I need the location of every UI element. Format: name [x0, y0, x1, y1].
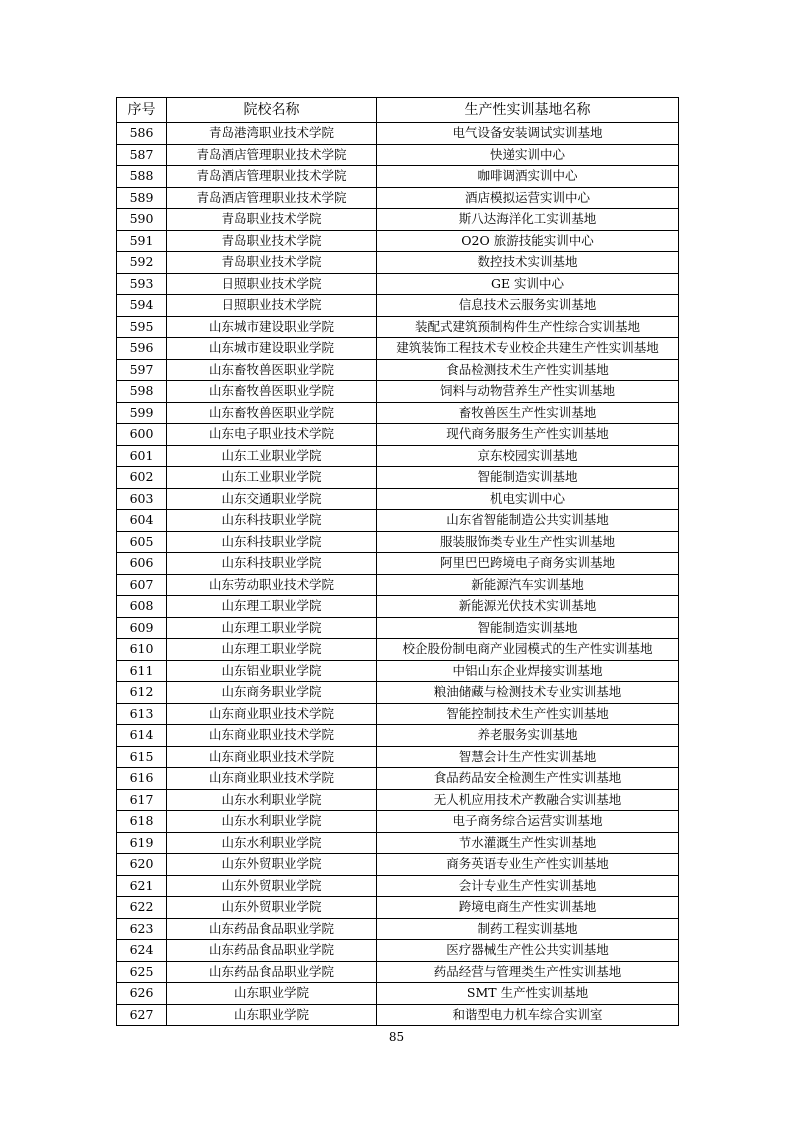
cell-base-name: 和谐型电力机车综合实训室	[377, 1004, 679, 1026]
cell-school-name: 青岛酒店管理职业技术学院	[167, 166, 377, 188]
table-row	[117, 682, 679, 704]
cell-school-name: 青岛港湾职业技术学院	[167, 123, 377, 145]
cell-school-name: 山东畜牧兽医职业学院	[167, 381, 377, 403]
cell-serial-number: 607	[117, 574, 167, 596]
cell-base-name: 中铝山东企业焊接实训基地	[377, 660, 679, 682]
cell-serial-number: 598	[117, 381, 167, 403]
table-row	[117, 510, 679, 532]
cell-base-name: 山东省智能制造公共实训基地	[377, 510, 679, 532]
cell-base-name: O2O 旅游技能实训中心	[377, 230, 679, 252]
cell-base-name: 阿里巴巴跨境电子商务实训基地	[377, 553, 679, 575]
cell-base-name: GE 实训中心	[377, 273, 679, 295]
page-number: 85	[388, 1030, 405, 1044]
cell-base-name: 会计专业生产性实训基地	[377, 875, 679, 897]
cell-base-name: 无人机应用技术产教融合实训基地	[377, 789, 679, 811]
cell-serial-number: 602	[117, 467, 167, 489]
cell-serial-number: 625	[117, 961, 167, 983]
cell-serial-number: 605	[117, 531, 167, 553]
table-row	[117, 918, 679, 940]
cell-school-name: 山东科技职业学院	[167, 531, 377, 553]
cell-base-name: 制药工程实训基地	[377, 918, 679, 940]
table-row	[117, 897, 679, 919]
cell-serial-number: 616	[117, 768, 167, 790]
table-header-row	[117, 98, 679, 123]
cell-serial-number: 611	[117, 660, 167, 682]
cell-school-name: 青岛职业技术学院	[167, 230, 377, 252]
table-row	[117, 252, 679, 274]
cell-base-name: 商务英语专业生产性实训基地	[377, 854, 679, 876]
cell-serial-number: 589	[117, 187, 167, 209]
cell-serial-number: 599	[117, 402, 167, 424]
cell-serial-number: 591	[117, 230, 167, 252]
cell-base-name: 京东校园实训基地	[377, 445, 679, 467]
cell-serial-number: 594	[117, 295, 167, 317]
cell-school-name: 山东城市建设职业学院	[167, 316, 377, 338]
table-row	[117, 402, 679, 424]
table-row	[117, 381, 679, 403]
table-row	[117, 789, 679, 811]
cell-base-name: 食品检测技术生产性实训基地	[377, 359, 679, 381]
cell-school-name: 青岛酒店管理职业技术学院	[167, 187, 377, 209]
table-row	[117, 295, 679, 317]
cell-school-name: 山东理工职业学院	[167, 639, 377, 661]
cell-serial-number: 587	[117, 144, 167, 166]
cell-base-name: 新能源光伏技术实训基地	[377, 596, 679, 618]
cell-school-name: 山东劳动职业技术学院	[167, 574, 377, 596]
cell-base-name: 快递实训中心	[377, 144, 679, 166]
cell-school-name: 山东商业职业技术学院	[167, 725, 377, 747]
table-row	[117, 639, 679, 661]
cell-base-name: 跨境电商生产性实训基地	[377, 897, 679, 919]
cell-base-name: 咖啡调酒实训中心	[377, 166, 679, 188]
table-row	[117, 832, 679, 854]
cell-school-name: 山东工业职业学院	[167, 467, 377, 489]
cell-serial-number: 619	[117, 832, 167, 854]
table-row	[117, 445, 679, 467]
cell-school-name: 山东科技职业学院	[167, 553, 377, 575]
cell-school-name: 青岛职业技术学院	[167, 252, 377, 274]
cell-base-name: 食品药品安全检测生产性实训基地	[377, 768, 679, 790]
table-row	[117, 467, 679, 489]
cell-base-name: 酒店模拟运营实训中心	[377, 187, 679, 209]
cell-base-name: 节水灌溉生产性实训基地	[377, 832, 679, 854]
table-row	[117, 961, 679, 983]
cell-school-name: 山东外贸职业学院	[167, 875, 377, 897]
table-row	[117, 574, 679, 596]
table-row	[117, 488, 679, 510]
cell-school-name: 山东药品食品职业学院	[167, 918, 377, 940]
cell-school-name: 山东城市建设职业学院	[167, 338, 377, 360]
cell-school-name: 山东畜牧兽医职业学院	[167, 359, 377, 381]
cell-serial-number: 609	[117, 617, 167, 639]
cell-school-name: 山东电子职业技术学院	[167, 424, 377, 446]
cell-school-name: 山东商业职业技术学院	[167, 746, 377, 768]
table-row	[117, 338, 679, 360]
table-row	[117, 123, 679, 145]
cell-school-name: 山东理工职业学院	[167, 617, 377, 639]
table-row	[117, 144, 679, 166]
table-row	[117, 703, 679, 725]
cell-base-name: 装配式建筑预制构件生产性综合实训基地	[377, 316, 679, 338]
table-row	[117, 875, 679, 897]
cell-school-name: 日照职业技术学院	[167, 295, 377, 317]
table-row	[117, 273, 679, 295]
cell-serial-number: 617	[117, 789, 167, 811]
cell-base-name: 现代商务服务生产性实训基地	[377, 424, 679, 446]
cell-serial-number: 592	[117, 252, 167, 274]
cell-serial-number: 603	[117, 488, 167, 510]
cell-base-name: 电子商务综合运营实训基地	[377, 811, 679, 833]
cell-school-name: 山东外贸职业学院	[167, 854, 377, 876]
cell-base-name: 服装服饰类专业生产性实训基地	[377, 531, 679, 553]
table-row	[117, 1004, 679, 1026]
cell-serial-number: 621	[117, 875, 167, 897]
cell-serial-number: 606	[117, 553, 167, 575]
cell-school-name: 山东水利职业学院	[167, 832, 377, 854]
cell-base-name: 智慧会计生产性实训基地	[377, 746, 679, 768]
table-row	[117, 725, 679, 747]
table-row	[117, 424, 679, 446]
table-row	[117, 983, 679, 1005]
cell-base-name: 校企股份制电商产业园模式的生产性实训基地	[377, 639, 679, 661]
cell-school-name: 山东水利职业学院	[167, 789, 377, 811]
table-row	[117, 617, 679, 639]
cell-school-name: 山东畜牧兽医职业学院	[167, 402, 377, 424]
cell-serial-number: 590	[117, 209, 167, 231]
cell-base-name: 药品经营与管理类生产性实训基地	[377, 961, 679, 983]
cell-school-name: 山东工业职业学院	[167, 445, 377, 467]
cell-school-name: 山东交通职业学院	[167, 488, 377, 510]
cell-base-name: 畜牧兽医生产性实训基地	[377, 402, 679, 424]
cell-school-name: 青岛酒店管理职业技术学院	[167, 144, 377, 166]
table-row	[117, 531, 679, 553]
cell-school-name: 山东铝业职业学院	[167, 660, 377, 682]
cell-serial-number: 615	[117, 746, 167, 768]
table-row	[117, 359, 679, 381]
cell-school-name: 山东外贸职业学院	[167, 897, 377, 919]
cell-serial-number: 620	[117, 854, 167, 876]
cell-serial-number: 596	[117, 338, 167, 360]
cell-base-name: 医疗器械生产性公共实训基地	[377, 940, 679, 962]
cell-serial-number: 613	[117, 703, 167, 725]
table-row	[117, 940, 679, 962]
cell-school-name: 山东水利职业学院	[167, 811, 377, 833]
header-serial-number: 序号	[117, 98, 167, 123]
table-row	[117, 854, 679, 876]
cell-base-name: 智能制造实训基地	[377, 617, 679, 639]
cell-base-name: 斯八达海洋化工实训基地	[377, 209, 679, 231]
cell-serial-number: 610	[117, 639, 167, 661]
cell-school-name: 山东药品食品职业学院	[167, 940, 377, 962]
cell-base-name: 粮油储藏与检测技术专业实训基地	[377, 682, 679, 704]
cell-school-name: 山东商业职业技术学院	[167, 703, 377, 725]
header-school-name: 院校名称	[167, 98, 377, 123]
cell-serial-number: 586	[117, 123, 167, 145]
training-base-table	[116, 97, 679, 1026]
cell-school-name: 山东药品食品职业学院	[167, 961, 377, 983]
cell-school-name: 山东职业学院	[167, 983, 377, 1005]
cell-serial-number: 597	[117, 359, 167, 381]
cell-serial-number: 604	[117, 510, 167, 532]
cell-base-name: 饲料与动物营养生产性实训基地	[377, 381, 679, 403]
cell-base-name: 智能控制技术生产性实训基地	[377, 703, 679, 725]
table-row	[117, 209, 679, 231]
table-row	[117, 746, 679, 768]
cell-base-name: 养老服务实训基地	[377, 725, 679, 747]
header-base-name: 生产性实训基地名称	[377, 98, 679, 123]
cell-serial-number: 626	[117, 983, 167, 1005]
cell-serial-number: 608	[117, 596, 167, 618]
cell-school-name: 山东商务职业学院	[167, 682, 377, 704]
cell-base-name: 智能制造实训基地	[377, 467, 679, 489]
table-row	[117, 660, 679, 682]
cell-serial-number: 627	[117, 1004, 167, 1026]
cell-base-name: 电气设备安装调试实训基地	[377, 123, 679, 145]
cell-school-name: 山东职业学院	[167, 1004, 377, 1026]
table-row	[117, 768, 679, 790]
cell-base-name: 新能源汽车实训基地	[377, 574, 679, 596]
table-row	[117, 166, 679, 188]
cell-base-name: 机电实训中心	[377, 488, 679, 510]
table-row	[117, 596, 679, 618]
table-row	[117, 230, 679, 252]
cell-serial-number: 595	[117, 316, 167, 338]
table-row	[117, 187, 679, 209]
table-row	[117, 316, 679, 338]
cell-serial-number: 622	[117, 897, 167, 919]
cell-base-name: 数控技术实训基地	[377, 252, 679, 274]
table-row	[117, 553, 679, 575]
cell-serial-number: 623	[117, 918, 167, 940]
cell-school-name: 山东科技职业学院	[167, 510, 377, 532]
cell-school-name: 山东商业职业技术学院	[167, 768, 377, 790]
cell-school-name: 青岛职业技术学院	[167, 209, 377, 231]
cell-serial-number: 588	[117, 166, 167, 188]
table-body	[117, 123, 679, 1026]
cell-base-name: 建筑装饰工程技术专业校企共建生产性实训基地	[377, 338, 679, 360]
cell-school-name: 山东理工职业学院	[167, 596, 377, 618]
cell-serial-number: 593	[117, 273, 167, 295]
cell-school-name: 日照职业技术学院	[167, 273, 377, 295]
cell-serial-number: 601	[117, 445, 167, 467]
cell-base-name: 信息技术云服务实训基地	[377, 295, 679, 317]
cell-serial-number: 624	[117, 940, 167, 962]
cell-serial-number: 614	[117, 725, 167, 747]
cell-base-name: SMT 生产性实训基地	[377, 983, 679, 1005]
cell-serial-number: 618	[117, 811, 167, 833]
cell-serial-number: 600	[117, 424, 167, 446]
table-row	[117, 811, 679, 833]
cell-serial-number: 612	[117, 682, 167, 704]
